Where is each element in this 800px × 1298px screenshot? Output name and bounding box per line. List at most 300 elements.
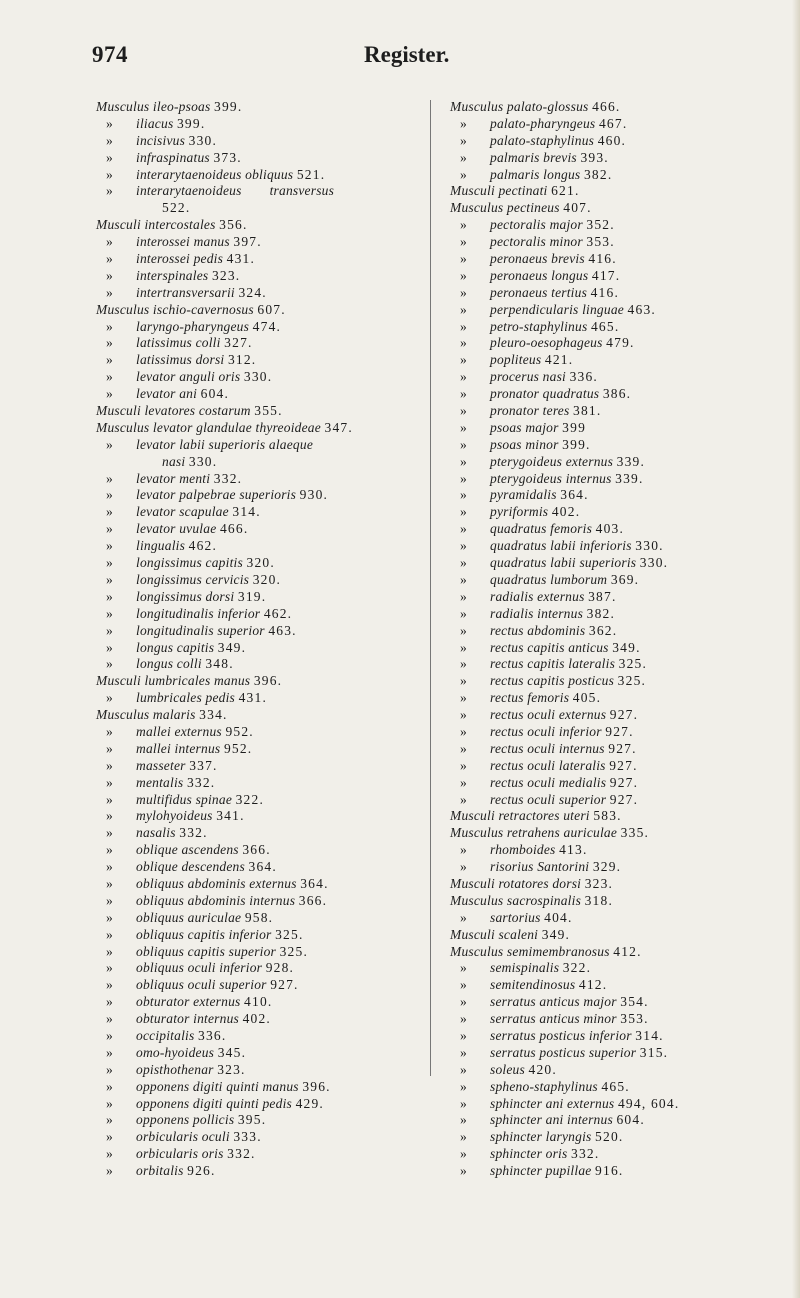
index-entry [96,1011,424,1028]
index-entry [450,1146,780,1163]
entry-page-ref: 604. [616,1112,645,1128]
entry-term: psoas major [490,419,559,435]
entry-page-ref: 330. [243,369,273,385]
entry-term: petro-staphylinus [490,318,588,334]
index-entry [450,623,780,640]
index-entry [450,403,780,420]
index-entry [450,521,780,538]
entry-term: nasi [162,453,186,469]
index-entry [96,504,424,521]
entry-page-ref: 373. [213,149,242,165]
entry-term: opponens digiti quinti pedis [136,1095,292,1111]
entry-page-ref: 927. [270,977,299,993]
entry-term: serratus posticus inferior [490,1027,632,1043]
entry-term: rectus capitis posticus [490,673,615,689]
index-entry [96,251,424,268]
entry-page-ref: 349. [541,926,571,942]
entry-page-ref: 356. [219,217,248,233]
index-entry [96,758,424,775]
entry-term: Musculus retrahens auriculae [450,825,618,841]
index-entry [96,572,424,589]
index-entry [96,673,424,690]
entry-page-ref: 322. [235,791,265,807]
entry-page-ref: 314. [635,1027,664,1043]
entry-page-ref: 336. [569,369,598,385]
entry-page-ref: 404. [544,909,573,925]
entry-term: psoas minor [490,436,559,452]
entry-term: obliquus auriculae [136,909,242,925]
entry-page-ref: 364. [248,859,277,875]
entry-term: intertransversarii [136,284,235,300]
index-entry [96,487,424,504]
entry-page-ref: 402. [551,504,581,520]
entry-term: popliteus [490,352,542,368]
entry-term: longitudinalis superior [136,622,265,638]
entry-term: longissimus dorsi [136,588,235,604]
entry-page-ref: 417. [591,267,621,283]
entry-page-ref: 397. [233,234,262,250]
entry-term: obliquus abdominis externus [136,875,297,891]
index-entry [96,521,424,538]
index-entry [450,99,780,116]
page-number: 974 [92,42,128,67]
entry-page-ref: 333. [233,1129,262,1145]
entry-term: radialis externus [490,588,585,604]
entry-term: longissimus cervicis [136,571,250,587]
entry-page-ref: 369. [610,571,640,587]
index-entry [96,200,424,217]
entry-page-ref: 339. [616,453,646,469]
entry-term: obturator externus [136,994,241,1010]
entry-term: longissimus capitis [136,555,243,571]
index-entry [450,758,780,775]
index-entry [96,724,424,741]
index-entry [450,960,780,977]
index-entry [450,1163,780,1180]
index-entry [96,437,424,454]
entry-page-ref: 479. [606,335,635,351]
entry-term: opisthothenar [136,1061,214,1077]
entry-term: incisivus [136,132,186,148]
entry-page-ref: 352. [586,217,615,233]
index-entry [450,251,780,268]
entry-page-ref: 339. [615,470,644,486]
entry-page-ref: 349. [217,639,247,655]
index-entry [96,792,424,809]
entry-page-ref: 463. [268,622,297,638]
entry-term: obliquus capitis inferior [136,926,272,942]
entry-term: pleuro-oesophageus [490,335,603,351]
entry-term: sartorius [490,909,541,925]
entry-page-ref: 329. [592,859,622,875]
entry-page-ref: 323. [211,267,241,283]
entry-page-ref: 337. [189,757,218,773]
index-entry [96,775,424,792]
entry-term: peronaeus brevis [490,251,585,267]
entry-term: levator labii superioris alaeque [136,436,314,452]
entry-page-ref: 319. [237,588,267,604]
entry-term: longus colli [136,656,202,672]
entry-page-ref: 410. [244,994,273,1010]
index-entry [96,893,424,910]
index-entry [96,1129,424,1146]
entry-term: iliacus [136,115,174,131]
entry-page-ref: 332. [227,1146,256,1162]
entry-term: rectus femoris [490,690,570,706]
index-entry [450,1045,780,1062]
index-entry [96,707,424,724]
index-entry [96,808,424,825]
entry-term: pectoralis major [490,217,583,233]
entry-page-ref: 320. [246,555,275,571]
entry-term: Musculi lumbricales manus [96,673,251,689]
index-entry [450,859,780,876]
entry-page-ref: 494, 604. [617,1095,680,1111]
entry-term: occipitalis [136,1027,195,1043]
entry-page-ref: 416. [590,284,620,300]
entry-page-ref: 312. [227,352,257,368]
index-entry [450,724,780,741]
index-entry [96,1163,424,1180]
index-entry [450,538,780,555]
index-entry [96,606,424,623]
index-entry [450,673,780,690]
entry-page-ref: 364. [300,875,329,891]
entry-term: pectoralis minor [490,234,583,250]
entry-page-ref: 416. [588,251,617,267]
entry-term: peronaeus longus [490,267,589,283]
entry-term: Musculi intercostales [96,217,216,233]
index-entry [450,234,780,251]
index-entry [96,842,424,859]
entry-page-ref: 465. [590,318,620,334]
entry-term: mylohyoideus [136,808,213,824]
entry-term: levator uvulae [136,521,217,537]
entry-term: serratus posticus superior [490,1044,637,1060]
index-entry [96,403,424,420]
index-entry [450,555,780,572]
entry-page-ref: 349. [612,639,641,655]
entry-term: Musculi retractores uteri [450,808,590,824]
entry-page-ref: 382. [583,166,613,182]
entry-term: sphincter ani externus [490,1095,615,1111]
entry-page-ref: 364. [560,487,589,503]
index-entry [450,319,780,336]
entry-term: omo-hyoideus [136,1044,215,1060]
index-entry [96,741,424,758]
entry-page-ref: 916. [595,1163,624,1179]
entry-term: pyriformis [490,504,549,520]
entry-term: quadratus labii inferioris [490,538,632,554]
index-entry [96,859,424,876]
entry-page-ref: 314. [232,504,261,520]
entry-term: Musculi rotatores dorsi [450,875,582,891]
entry-term: interarytaenoideus [136,183,242,199]
entry-page-ref: 462. [188,538,218,554]
index-entry [96,335,424,352]
entry-page-ref: 463. [627,301,656,317]
entry-term: obliquus oculi inferior [136,960,263,976]
entry-page-ref: 465. [601,1078,630,1094]
entry-term: pronator teres [490,403,570,419]
entry-term: Musculi levatores costarum [96,403,251,419]
entry-term: latissimus dorsi [136,352,225,368]
entry-term: mallei externus [136,723,222,739]
entry-term: masseter [136,757,186,773]
entry-page-ref: 362. [588,622,618,638]
entry-term: perpendicularis linguae [490,301,624,317]
index-entry [450,977,780,994]
index-entry [450,352,780,369]
index-entry [96,116,424,133]
entry-term: quadratus labii superioris [490,555,637,571]
entry-page-ref: 521. [296,166,326,182]
entry-page-ref: 402. [242,1011,272,1027]
entry-page-ref: 325. [618,656,648,672]
entry-term: palmaris brevis [490,149,577,165]
entry-page-ref: 952. [225,723,254,739]
entry-page-ref: 325. [617,673,647,689]
index-entry [450,1062,780,1079]
entry-term: levator menti [136,470,211,486]
entry-term: rhomboides [490,842,556,858]
entry-page-ref: 386. [602,386,632,402]
page-edge-shadow [792,0,800,1298]
entry-term: lingualis [136,538,186,554]
index-entry [96,589,424,606]
entry-term: soleus [490,1061,525,1077]
entry-page-ref: 396. [253,673,283,689]
entry-term: rectus oculi medialis [490,774,607,790]
entry-term: pyramidalis [490,487,557,503]
entry-page-ref: 322. [562,960,592,976]
index-entry [450,335,780,352]
index-entry [450,876,780,893]
index-entry [96,944,424,961]
entry-term: palmaris longus [490,166,581,182]
entry-term: semispinalis [490,960,560,976]
index-entry [450,1011,780,1028]
index-entry [450,910,780,927]
entry-term: serratus anticus minor [490,1011,617,1027]
index-entry [450,1079,780,1096]
index-entry [96,1096,424,1113]
entry-page-ref: 930. [299,487,329,503]
index-entry [96,1079,424,1096]
entry-term: lumbricales pedis [136,690,236,706]
entry-page-ref: 583. [593,808,622,824]
entry-term: interspinales [136,267,209,283]
index-entry [96,420,424,437]
entry-term: rectus oculi superior [490,791,607,807]
entry-term: rectus oculi externus [490,707,607,723]
entry-page-ref: 395. [237,1112,267,1128]
entry-term: multifidus spinae [136,791,233,807]
index-entry [96,977,424,994]
entry-term: obliquus capitis superior [136,943,277,959]
entry-page-ref: 318. [584,892,614,908]
index-entry [96,454,424,471]
entry-term: Musculus sacrospinalis [450,892,582,908]
entry-page-ref: 393. [580,149,609,165]
entry-term: rectus oculi lateralis [490,757,606,773]
entry-page-ref: 927. [609,791,639,807]
entry-page-ref: 522. [162,200,191,216]
index-entry [96,1028,424,1045]
index-entry [96,1062,424,1079]
index-entry [450,167,780,184]
entry-page-ref: 399 [562,419,587,435]
entry-page-ref: 927. [605,723,634,739]
entry-term: spheno-staphylinus [490,1078,598,1094]
column-divider [430,100,431,1076]
index-entry [450,420,780,437]
entry-page-ref: 323. [217,1061,246,1077]
entry-page-ref: 382. [586,605,616,621]
index-entry [450,690,780,707]
entry-page-ref: 466. [592,99,621,114]
index-entry [96,555,424,572]
entry-page-ref: 324. [238,284,267,300]
index-entry [96,690,424,707]
entry-page-ref: 320. [252,571,282,587]
entry-page-ref: 334. [199,707,228,723]
index-entry [450,707,780,724]
index-entry [450,487,780,504]
index-entry [450,1096,780,1113]
entry-page-ref: 332. [179,825,208,841]
entry-page-ref: 413. [559,842,588,858]
index-entry [450,927,780,944]
entry-page-ref: 927. [609,757,638,773]
entry-term: Musculus malaris [96,707,196,723]
entry-page-ref: 952. [223,740,253,756]
entry-page-ref: 353. [586,234,615,250]
entry-term: levator anguli oris [136,369,241,385]
entry-term: pterygoideus externus [490,453,614,469]
index-entry [450,741,780,758]
index-entry [96,352,424,369]
entry-term: semitendinosus [490,977,576,993]
entry-page-ref: 407. [563,200,592,216]
entry-term: obturator internus [136,1011,239,1027]
index-entry [96,538,424,555]
entry-page-ref: 403. [595,521,625,537]
entry-term: longus capitis [136,639,215,655]
index-entry [96,369,424,386]
entry-term: laryngo-pharyngeus [136,318,250,334]
entry-page-ref: 332. [186,774,216,790]
index-entry [450,606,780,623]
index-entry [450,217,780,234]
index-entry [450,1112,780,1129]
entry-page-ref: 927. [609,707,639,723]
entry-term: Musculus levator glandulae thyreoideae [96,419,321,435]
entry-term: rectus capitis lateralis [490,656,616,672]
entry-term: Musculus palato-glossus [450,99,589,114]
index-entry [450,775,780,792]
index-entry [450,302,780,319]
index-entry [450,944,780,961]
index-entry [450,133,780,150]
entry-term-continued: transversus [269,183,335,199]
entry-page-ref: 927. [609,774,639,790]
entry-page-ref: 381. [573,403,602,419]
index-entry [96,910,424,927]
index-entry [450,589,780,606]
entry-term: interossei manus [136,234,230,250]
entry-term: orbitalis [136,1163,184,1179]
entry-term: pronator quadratus [490,386,600,402]
index-entry [96,167,424,184]
entry-term: interarytaenoideus obliquus [136,166,294,182]
index-entry [96,656,424,673]
entry-term: orbicularis oris [136,1146,224,1162]
entry-page-ref: 315. [639,1044,669,1060]
entry-term: orbicularis oculi [136,1129,230,1145]
index-entry [450,200,780,217]
index-entry [96,1112,424,1129]
entry-page-ref: 958. [244,909,274,925]
entry-term: obliquus abdominis internus [136,892,296,908]
entry-page-ref: 327. [224,335,253,351]
entry-page-ref: 607. [257,301,286,317]
entry-page-ref: 330. [639,555,669,571]
index-entry [96,1146,424,1163]
entry-term: levator ani [136,386,198,402]
entry-page-ref: 332. [213,470,243,486]
entry-page-ref: 604. [200,386,230,402]
index-entry [450,572,780,589]
entry-term: longitudinalis inferior [136,605,261,621]
entry-page-ref: 345. [217,1044,247,1060]
index-entry [450,1028,780,1045]
entry-page-ref: 332. [571,1146,600,1162]
entry-page-ref: 341. [216,808,245,824]
entry-term: rectus abdominis [490,622,586,638]
entry-term: obliquus oculi superior [136,977,267,993]
index-entry [96,386,424,403]
entry-page-ref: 520. [595,1129,624,1145]
entry-page-ref: 412. [613,943,642,959]
index-entry [450,792,780,809]
index-entry [450,1129,780,1146]
entry-page-ref: 399. [562,436,591,452]
index-entry [96,960,424,977]
entry-page-ref: 330. [635,538,664,554]
entry-page-ref: 354. [620,994,649,1010]
index-entry [450,285,780,302]
index-column-right [450,99,780,1180]
entry-page-ref: 412. [578,977,608,993]
entry-term: serratus anticus major [490,994,617,1010]
entry-page-ref: 420. [528,1061,557,1077]
entry-term: quadratus lumborum [490,571,608,587]
index-entry [96,1045,424,1062]
entry-term: peronaeus tertius [490,284,588,300]
index-entry [96,268,424,285]
index-entry [96,640,424,657]
index-entry [450,808,780,825]
entry-page-ref: 325. [279,943,309,959]
index-entry [96,302,424,319]
index-entry [96,825,424,842]
index-entry [450,386,780,403]
entry-page-ref: 431. [226,251,256,267]
index-entry [450,454,780,471]
entry-term: rectus capitis anticus [490,639,609,655]
entry-page-ref: 355. [254,403,283,419]
